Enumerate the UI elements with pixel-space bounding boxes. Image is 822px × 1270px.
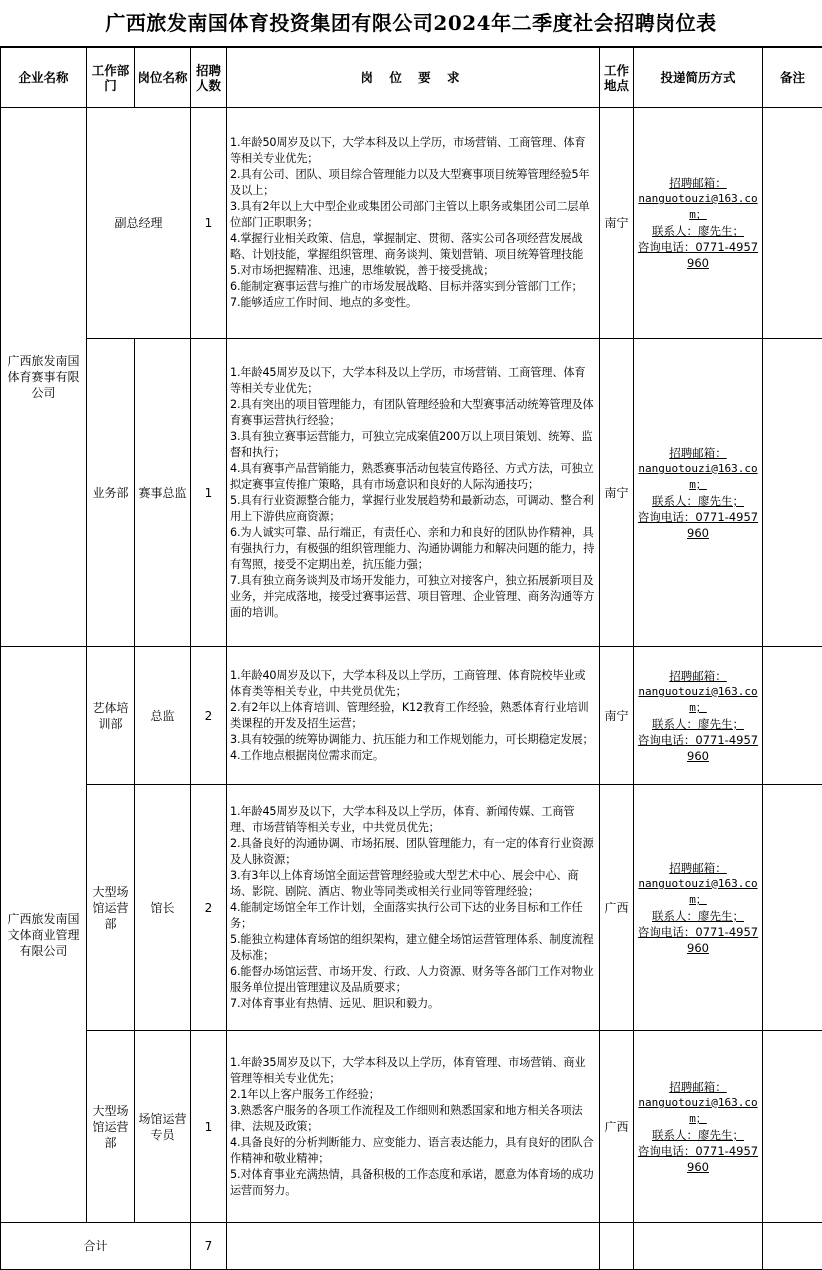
requirement-line: 2.具有突出的项目管理能力，有团队管理经验和大型赛事活动统筹管理及体育赛事运营执行经验； xyxy=(230,397,594,427)
recruitment-table xyxy=(0,47,822,1270)
requirement-line: 4.工作地点根据岗位需求而定。 xyxy=(230,748,384,762)
position-cell: 馆长 xyxy=(135,785,191,1031)
requirement-line: 3.具有2年以上大中型企业或集团公司部门主管以上职务或集团公司二层单位部门正职职务； xyxy=(230,200,590,229)
requirement-line: 5.对体育事业充满热情，具备积极的工作态度和承诺，愿意为体育场的成功运营而努力。 xyxy=(230,1167,594,1197)
requirement-line: 7.具有独立商务谈判及市场开发能力，可独立对接客户，独立拓展新项目及业务，并完成落地，接受过赛事运营、项目管理、企业管理、商务沟通等方面的培训。 xyxy=(230,573,595,619)
requirements-cell xyxy=(227,785,600,1031)
requirement-line: 1.年龄40周岁及以下，大学本科及以上学历，工商管理、体育院校毕业或体育类等相关专业，中共党员优先； xyxy=(230,668,586,698)
email-label: 招聘邮箱： xyxy=(669,176,727,190)
header-position: 岗位名称 xyxy=(135,48,191,108)
requirement-line: 4.具有赛事产品营销能力，熟悉赛事活动包装宣传路径、方式方法，可独立拟定赛事宣传推广策略，具有市场意识和良好的人际沟通技巧； xyxy=(230,461,594,491)
requirement-line: 2.具有公司、团队、项目综合管理能力以及大型赛事项目统筹管理经验5年及以上； xyxy=(230,168,590,197)
position-cell: 副总经理 xyxy=(87,108,191,339)
header-delivery: 投递简历方式 xyxy=(634,48,763,108)
position-cell: 总监 xyxy=(135,647,191,785)
header-count: 招聘人数 xyxy=(191,48,227,108)
contact-person: 联系人：廖先生； xyxy=(652,908,744,923)
contact-cell xyxy=(634,1031,763,1223)
email-label: 招聘邮箱： xyxy=(669,668,727,683)
email-link[interactable]: nanguotouzi@163.com； xyxy=(638,684,758,714)
contact-person: 联系人：廖先生； xyxy=(652,493,744,508)
requirement-line: 2.1年以上客户服务工作经验； xyxy=(230,1087,380,1101)
total-empty-cell xyxy=(634,1223,763,1270)
requirement-line: 5.对市场把握精准、迅速，思维敏锐，善于接受挑战； xyxy=(230,264,495,277)
contact-person: 联系人：廖先生； xyxy=(652,1127,744,1142)
email-link[interactable]: nanguotouzi@163.com； xyxy=(638,461,758,491)
requirement-line: 4.能制定场馆全年工作计划，全面落实执行公司下达的业务目标和工作任务； xyxy=(230,900,583,930)
requirement-line: 6.能督办场馆运营、市场开发、行政、人力资源、财务等各部门工作对物业服务单位提出管理建议及品质要求； xyxy=(230,964,594,994)
location-cell: 广西 xyxy=(600,785,634,1031)
remark-cell xyxy=(763,108,822,339)
total-empty-cell xyxy=(227,1223,600,1270)
requirement-line: 3.具有独立赛事运营能力，可独立完成案值200万以上项目策划、统筹、监督和执行； xyxy=(230,429,593,459)
requirement-line: 2.有2年以上体育培训、管理经验，K12教育工作经验，熟悉体育行业培训类课程的开发及招生运营； xyxy=(230,700,589,730)
header-remark: 备注 xyxy=(763,48,822,108)
contact-person: 联系人：廖先生； xyxy=(652,716,744,731)
contact-cell xyxy=(634,785,763,1031)
requirement-line: 7.能够适应工作时间、地点的多变性。 xyxy=(230,296,417,309)
total-label: 合计 xyxy=(1,1223,191,1270)
phone-number: 咨询电话：0771-4957960 xyxy=(637,240,759,270)
remark-cell xyxy=(763,785,822,1031)
email-link[interactable]: nanguotouzi@163.com； xyxy=(638,192,758,221)
table-row xyxy=(1,1031,822,1223)
email-link[interactable]: nanguotouzi@163.com； xyxy=(638,1095,758,1125)
header-company: 企业名称 xyxy=(1,48,87,108)
requirement-line: 1.年龄35周岁及以下，大学本科及以上学历，体育管理、市场营销、商业管理等相关专业优先； xyxy=(230,1055,586,1085)
requirement-line: 3.有3年以上体育场馆全面运营管理经验或大型艺术中心、展会中心、商场、影院、剧院、酒店、物业等同类或相关行业同等管理经验； xyxy=(230,868,579,898)
requirements-cell xyxy=(227,339,600,647)
email-label: 招聘邮箱： xyxy=(669,860,727,875)
requirement-line: 4.掌握行业相关政策、信息，掌握制定、贯彻、落实公司各项经营发展战略、计划技能，掌握组织管理、商务谈判、策划营销、项目统筹管理技能 xyxy=(230,232,584,261)
location-cell: 南宁 xyxy=(600,647,634,785)
count-cell: 1 xyxy=(191,1031,227,1223)
requirement-line: 3.熟悉客户服务的各项工作流程及工作细则和熟悉国家和地方相关各项法律、法规及政策； xyxy=(230,1103,583,1133)
email-label: 招聘邮箱： xyxy=(669,445,727,460)
company-cell: 广西旅发南国体育赛事有限公司 xyxy=(1,108,87,647)
requirements-cell xyxy=(227,1031,600,1223)
remark-cell xyxy=(763,647,822,785)
contact-cell xyxy=(634,339,763,647)
requirements-cell xyxy=(227,108,600,339)
count-cell: 2 xyxy=(191,647,227,785)
requirement-line: 1.年龄50周岁及以下，大学本科及以上学历，市场营销、工商管理、体育等相关专业优先； xyxy=(230,136,586,165)
total-empty-cell xyxy=(600,1223,634,1270)
phone-number: 咨询电话：0771-4957960 xyxy=(637,732,759,763)
requirement-line: 5.能独立构建体育场馆的组织架构，建立健全场馆运营管理体系、制度流程及标准； xyxy=(230,932,594,962)
count-cell: 2 xyxy=(191,785,227,1031)
header-dept: 工作部门 xyxy=(87,48,135,108)
total-value: 7 xyxy=(191,1223,227,1270)
phone-number: 咨询电话：0771-4957960 xyxy=(637,509,759,540)
table-row xyxy=(1,647,822,785)
header-location: 工作地点 xyxy=(600,48,634,108)
count-cell: 1 xyxy=(191,108,227,339)
header-requirements: 岗 位 要 求 xyxy=(227,48,600,108)
total-row xyxy=(1,1223,822,1270)
requirement-line: 7.对体育事业有热情、远见、胆识和毅力。 xyxy=(230,996,440,1010)
requirement-line: 2.具备良好的沟通协调、市场拓展、团队管理能力，有一定的体育行业资源及人脉资源； xyxy=(230,836,594,866)
email-label: 招聘邮箱： xyxy=(669,1079,727,1094)
location-cell: 南宁 xyxy=(600,339,634,647)
location-cell: 广西 xyxy=(600,1031,634,1223)
requirement-line: 1.年龄45周岁及以下，大学本科及以上学历，体育、新闻传媒、工商管理、市场营销等相关专业，中共党员优先； xyxy=(230,804,575,834)
phone-number: 咨询电话：0771-4957960 xyxy=(637,924,759,955)
count-cell: 1 xyxy=(191,339,227,647)
total-empty-cell xyxy=(763,1223,822,1270)
remark-cell xyxy=(763,339,822,647)
location-cell: 南宁 xyxy=(600,108,634,339)
dept-cell: 大型场馆运营部 xyxy=(87,1031,135,1223)
position-cell: 赛事总监 xyxy=(135,339,191,647)
requirement-line: 1.年龄45周岁及以下，大学本科及以上学历，市场营销、工商管理、体育等相关专业优先； xyxy=(230,365,586,395)
requirement-line: 4.具备良好的分析判断能力、应变能力、语言表达能力，具有良好的团队合作精神和敬业精神； xyxy=(230,1135,594,1165)
requirement-line: 5.具有行业资源整合能力，掌握行业发展趋势和最新动态，可调动、整合利用上下游供应商资源； xyxy=(230,493,594,523)
table-row xyxy=(1,339,822,647)
requirement-line: 3.具有较强的统筹协调能力、抗压能力和工作规划能力，可长期稳定发展； xyxy=(230,732,594,746)
table-row xyxy=(1,108,822,339)
contact-person: 联系人：廖先生； xyxy=(652,224,744,238)
page-title: 广西旅发南国体育投资集团有限公司2024年二季度社会招聘岗位表 xyxy=(0,0,822,47)
position-cell: 场馆运营专员 xyxy=(135,1031,191,1223)
table-row xyxy=(1,785,822,1031)
contact-cell xyxy=(634,108,763,339)
dept-cell: 艺体培训部 xyxy=(87,647,135,785)
requirement-line: 6.为人诚实可靠、品行端正，有责任心、亲和力和良好的团队协作精神，具有强执行力，有极强的组织管理能力、沟通协调能力和解决问题的能力，持有驾照，接受不定期出差，抗压能力强； xyxy=(230,525,595,571)
requirement-line: 6.能制定赛事运营与推广的市场发展战略、目标并落实到分管部门工作； xyxy=(230,280,583,293)
dept-cell: 大型场馆运营部 xyxy=(87,785,135,1031)
phone-number: 咨询电话：0771-4957960 xyxy=(637,1143,759,1174)
company-cell: 广西旅发南国文体商业管理有限公司 xyxy=(1,647,87,1223)
header-row xyxy=(1,48,822,108)
dept-cell: 业务部 xyxy=(87,339,135,647)
email-link[interactable]: nanguotouzi@163.com； xyxy=(638,876,758,906)
contact-cell xyxy=(634,647,763,785)
requirements-cell xyxy=(227,647,600,785)
remark-cell xyxy=(763,1031,822,1223)
